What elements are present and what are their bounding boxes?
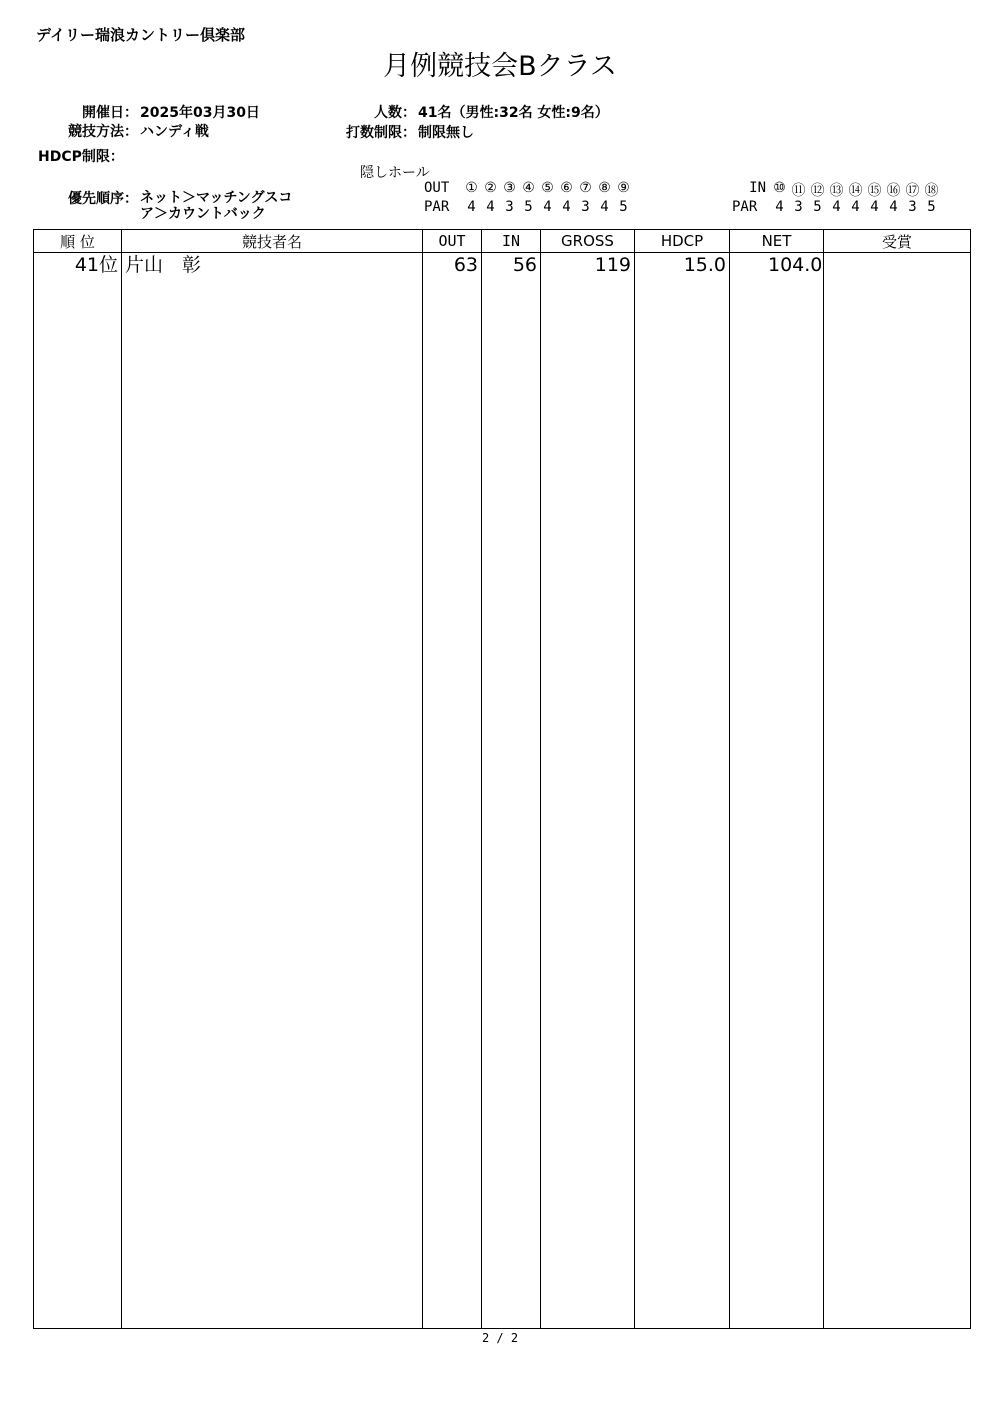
header-in: IN [482,230,541,253]
priority-line2: ア＞カウントバック [140,206,266,222]
hole-number: ⑰ [905,183,920,199]
hole-number: ⑫ [810,183,825,199]
filler-cell [482,277,541,1329]
cell-out: 63 [423,253,482,278]
hole-number: ⑮ [867,183,882,199]
hole-number: ⑭ [848,183,863,199]
header-name: 競技者名 [122,230,423,253]
par-label: PAR [732,199,758,215]
date-value: 2025年03月30日 [140,105,260,121]
hole-par: 3 [505,199,514,215]
hole-number: ④ [522,180,535,196]
header-hdcp: HDCP [635,230,730,253]
hole-number: ⑧ [598,180,611,196]
hole-par: 4 [562,199,571,215]
out-label: OUT [424,180,450,196]
hidden-holes-label: 隠しホール [360,165,430,181]
hole-number: ⑦ [579,180,592,196]
header-award: 受賞 [824,230,971,253]
hole-number: ② [484,180,497,196]
hole-par: 4 [467,199,476,215]
hole-par: 3 [581,199,590,215]
hole-par: 4 [543,199,552,215]
filler-cell [541,277,635,1329]
results-table [33,229,971,1329]
stroke-limit-label: 打数制限： [346,125,416,141]
header-gross: GROSS [541,230,635,253]
header-rank: 順 位 [34,230,122,253]
header-out: OUT [423,230,482,253]
hole-par: 4 [832,199,841,215]
hole-number: ③ [503,180,516,196]
page-title: 月例競技会Bクラス [383,51,617,82]
hdcp-limit-label: HDCP制限： [38,149,124,165]
cell-name: 片山 彰 [122,253,423,278]
hole-par: 4 [889,199,898,215]
method-value: ハンディ戦 [140,124,209,140]
filler-cell [34,277,122,1329]
method-label: 競技方法： [68,124,138,140]
hole-par: 5 [619,199,628,215]
priority-line1: ネット＞マッチングスコ [140,190,293,206]
hole-par: 3 [908,199,917,215]
hole-par: 5 [927,199,936,215]
stroke-limit-value: 制限無し [418,125,474,141]
club-name: デイリー瑞浪カントリー倶楽部 [36,26,245,44]
hole-number: ⑱ [924,183,939,199]
cell-award [824,253,971,278]
cell-net: 104.0 [730,253,824,278]
priority-label: 優先順序： [68,191,138,207]
cell-rank: 41位 [34,253,122,278]
cell-hdcp: 15.0 [635,253,730,278]
date-label: 開催日： [82,105,138,121]
in-hole-pars [732,199,941,215]
hole-number: ⑥ [560,180,573,196]
hole-par: 4 [870,199,879,215]
hole-par: 4 [851,199,860,215]
filler-cell [423,277,482,1329]
table-filler-row [34,277,971,1329]
filler-cell [635,277,730,1329]
players-label: 人数： [374,105,416,121]
hole-number: ⑪ [791,183,806,199]
hole-number: ⑤ [541,180,554,196]
table-header-row [34,230,971,253]
filler-cell [122,277,423,1329]
filler-cell [824,277,971,1329]
hole-par: 4 [600,199,609,215]
hole-number: ① [465,180,478,196]
table-row [34,253,971,278]
cell-gross: 119 [541,253,635,278]
hole-number: ⑯ [886,183,901,199]
filler-cell [730,277,824,1329]
hole-par: 4 [775,199,784,215]
par-label: PAR [424,199,450,215]
hole-number: ⑬ [829,183,844,199]
page-indicator: 2 / 2 [481,1331,519,1345]
in-label: IN [749,180,766,196]
out-hole-pars [424,199,633,215]
hole-par: 5 [813,199,822,215]
hole-par: 3 [794,199,803,215]
players-value: 41名（男性:32名 女性:9名） [418,105,609,121]
in-hole-numbers [732,180,941,200]
out-hole-numbers [424,180,633,196]
cell-in: 56 [482,253,541,278]
hole-number: ⑨ [617,180,630,196]
header-net: NET [730,230,824,253]
hole-number: ⑩ [773,180,786,196]
hole-par: 5 [524,199,533,215]
hole-par: 4 [486,199,495,215]
